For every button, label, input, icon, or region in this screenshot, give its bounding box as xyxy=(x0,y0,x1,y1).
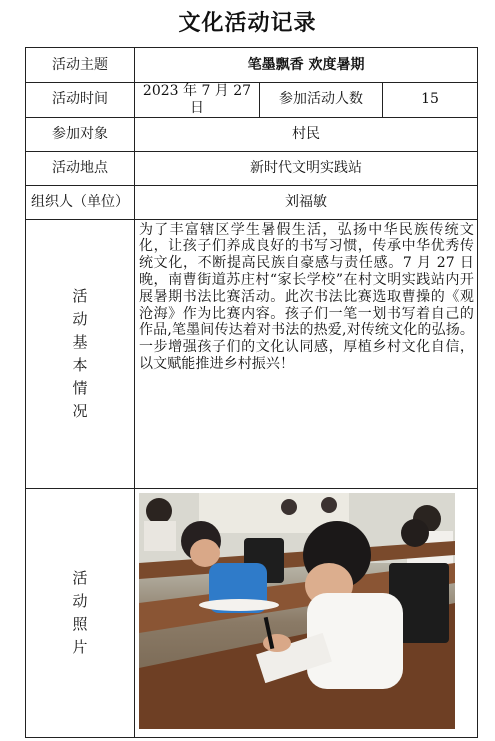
activity-photo-drawing xyxy=(139,493,455,729)
activity-photo xyxy=(139,493,455,729)
location-row xyxy=(26,151,478,185)
time-value: 2023 年 7 月 27 日 xyxy=(135,83,260,118)
count-value: 15 xyxy=(383,83,478,118)
theme-value: 笔墨飘香 欢度暑期 xyxy=(135,48,478,83)
target-value: 村民 xyxy=(135,117,478,151)
organizer-label: 组织人（单位） xyxy=(26,185,135,219)
organizer-value: 刘福敏 xyxy=(135,185,478,219)
theme-row xyxy=(26,48,478,83)
photo-row xyxy=(26,488,478,737)
photo-cell xyxy=(135,488,478,737)
photo-label-cell xyxy=(26,488,135,737)
summary-row xyxy=(26,219,478,488)
summary-text: 为了丰富辖区学生暑假生活，弘扬中华民族传统文化，让孩子们养成良好的书写习惯，传承中华优秀传统文化，不断提高民族自豪感与责任感。7 月 27 日晚，南曹街道苏庄村“家长学校”在村文明实践站内开展暑期书法比赛活动。此次书法比赛选取曹操的《观沧海》作为比赛内容。孩子们一笔一划书写着自己的作品,笔墨间传达着对书法的热爱,对传统文化的弘扬。一步增强孩子们的文化认同感，厚植乡村文化自信，以文赋能推进乡村振兴！ xyxy=(135,219,478,488)
location-label: 活动地点 xyxy=(26,151,135,185)
count-label: 参加活动人数 xyxy=(260,83,383,118)
time-row xyxy=(26,83,478,118)
photo-label: 活动照片 xyxy=(72,568,88,656)
summary-label: 活动基本情况 xyxy=(72,286,88,420)
document-title: 文化活动记录 xyxy=(178,10,317,36)
time-label: 活动时间 xyxy=(26,83,135,118)
organizer-row xyxy=(26,185,478,219)
theme-label: 活动主题 xyxy=(26,48,135,83)
record-form xyxy=(25,47,478,738)
location-value: 新时代文明实践站 xyxy=(135,151,478,185)
target-label: 参加对象 xyxy=(26,117,135,151)
target-row xyxy=(26,117,478,151)
summary-label-cell xyxy=(26,219,135,488)
